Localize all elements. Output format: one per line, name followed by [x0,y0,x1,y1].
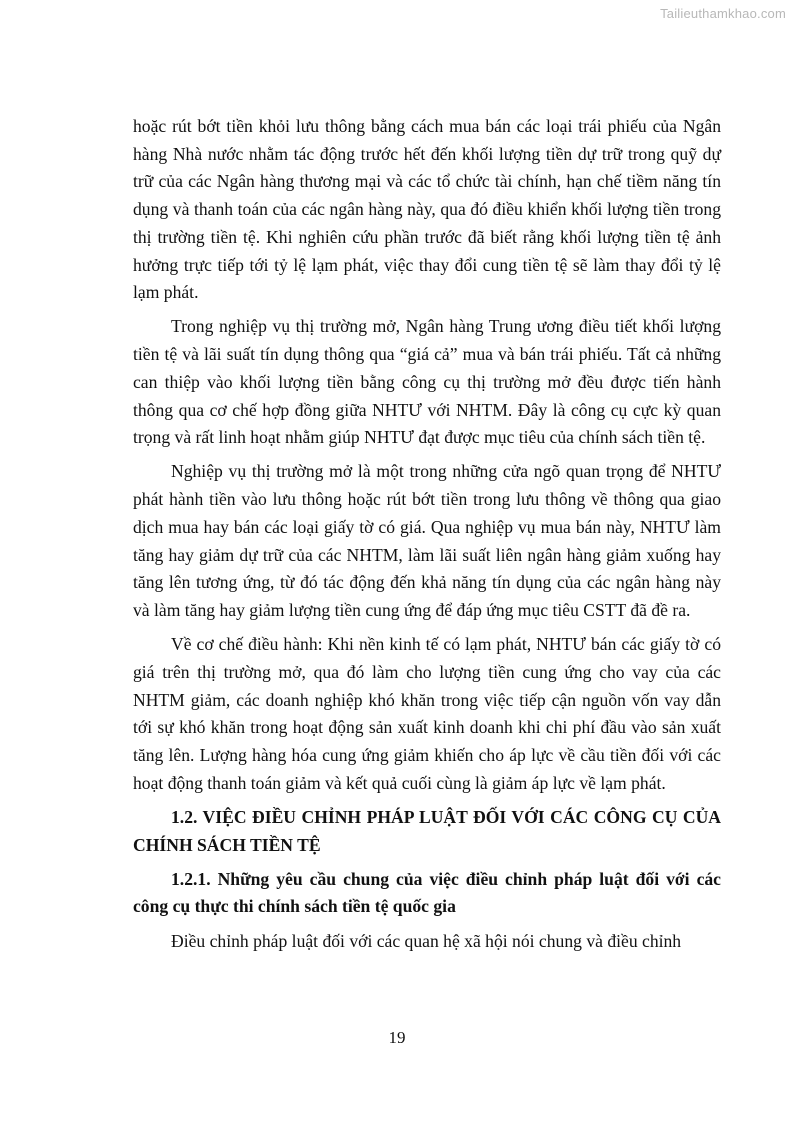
paragraph-open-market-operations: Trong nghiệp vụ thị trường mở, Ngân hàng Trung ương điều tiết khối lượng tiền tệ và lãi suất tín dụng thông qua “giá cả” mua và bán trái phiếu. Tất cả những can thiệp vào khối lượng tiền bằng công cụ thị trường mở đều được tiến hành thông qua cơ chế hợp đồng giữa NHTƯ với NHTM. Đây là công cụ cực kỳ quan trọng và rất linh hoạt nhằm giúp NHTƯ đạt được mục tiêu của chính sách tiền tệ. [133,316,721,448]
paragraph-continuation: hoặc rút bớt tiền khỏi lưu thông bằng cách mua bán các loại trái phiếu của Ngân hàng Nhà nước nhằm tác động trước hết đến khối lượng tiền dự trữ trong quỹ dự trữ của các Ngân hàng thương mại và các tổ chức tài chính, hạn chế tiềm năng tín dụng và thanh toán của các ngân hàng này, qua đó điều khiển khối lượng tiền trong thị trường tiền tệ. Khi nghiên cứu phần trước đã biết rằng khối lượng tiền tệ ảnh hưởng trực tiếp tới tỷ lệ lạm phát, việc thay đổi cung tiền tệ sẽ làm thay đổi tỷ lệ lạm phát. [133,116,721,303]
paragraph-operating-mechanism: Về cơ chế điều hành: Khi nền kinh tế có lạm phát, NHTƯ bán các giấy tờ có giá trên thị trường mở, qua đó làm cho lượng tiền cung ứng cho vay của các NHTM giảm, các doanh nghiệp khó khăn trong việc tiếp cận nguồn vốn vay dẫn tới sự khó khăn trong hoạt động sản xuất kinh doanh khi chi phí đầu vào sản xuất tăng lên. Lượng hàng hóa cung ứng giảm khiến cho áp lực về cầu tiền đối với các hoạt động thanh toán giảm và kết quả cuối cùng là giảm áp lực về lạm phát. [133,634,721,793]
page-number: 19 [388,1028,406,1047]
watermark: Tailieuthamkhao.com [660,6,786,21]
paragraph-open-market-gateway: Nghiệp vụ thị trường mở là một trong những cửa ngõ quan trọng để NHTƯ phát hành tiền vào lưu thông hoặc rút bớt tiền trong lưu thông về thông qua giao dịch mua hay bán các loại giấy tờ có giá. Qua nghiệp vụ mua bán này, NHTƯ làm tăng hay giảm dự trữ của các NHTM, làm lãi suất liên ngân hàng giảm xuống hay tăng lên tương ứng, từ đó tác động đến khả năng tín dụng của các ngân hàng này và làm tăng hay giảm lượng tiền cung ứng để đáp ứng mục tiêu CSTT đã đề ra. [133,461,721,620]
section-heading: 1.2. VIỆC ĐIỀU CHỈNH PHÁP LUẬT ĐỐI VỚI CÁC CÔNG CỤ CỦA CHÍNH SÁCH TIỀN TỆ [133,806,721,855]
paragraph-final: Điều chỉnh pháp luật đối với các quan hệ xã hội nói chung và điều chỉnh [171,930,682,951]
document-body [133,113,721,962]
subsection-heading: 1.2.1. Những yêu cầu chung của việc điều chỉnh pháp luật đối với các công cụ thực thi chính sách tiền tệ quốc gia [133,868,721,917]
